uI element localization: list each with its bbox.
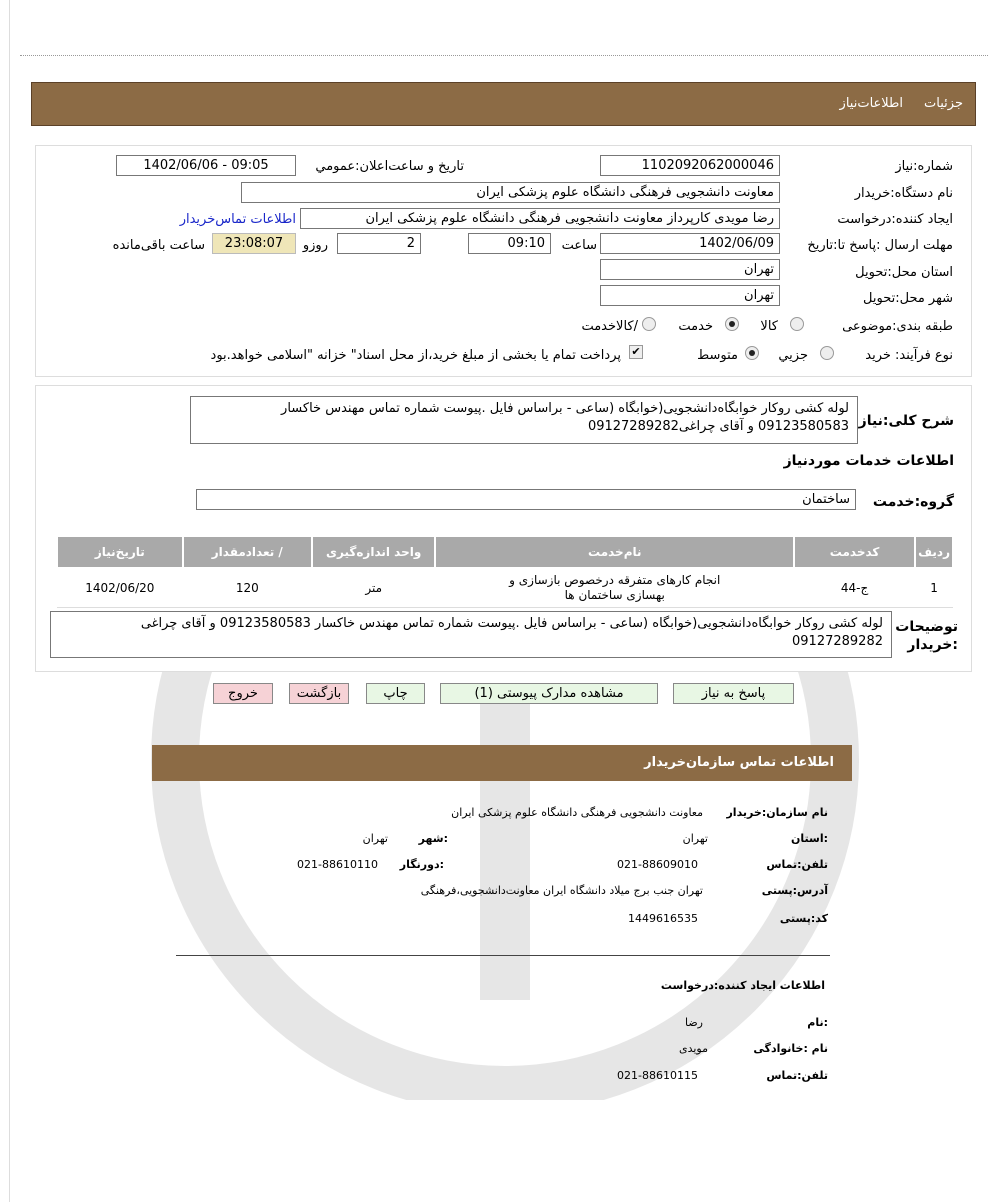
services-table	[56, 535, 954, 608]
creator-phone-value: 021-88610115	[617, 1069, 698, 1082]
deadline-time-field: 09:10	[468, 233, 551, 254]
deadline-label: مهلت ارسال :پاسخ تا:تاریخ	[807, 238, 953, 253]
col-unit: واحد اندازه‌گیری	[312, 536, 436, 568]
radio-minor[interactable]	[820, 346, 834, 360]
reply-button[interactable]: پاسخ به نیاز	[673, 683, 794, 704]
org-label: نام سازمان:خریدار	[726, 806, 828, 819]
contact-title-bar	[152, 745, 852, 781]
need-info-panel	[35, 145, 972, 377]
group-label: گروه:خدمت	[872, 494, 954, 510]
col-code: کدخدمت	[794, 536, 915, 568]
col-date: تاریخ‌نیاز	[57, 536, 183, 568]
page-title-bar	[31, 82, 976, 126]
city-label: شهر محل:تحویل	[863, 291, 953, 306]
province-contact-label: :استان	[791, 832, 828, 845]
cell-date: 1402/06/20	[57, 568, 183, 608]
category-label: طبقه بندی:موضوعی	[842, 319, 953, 334]
table-row	[57, 568, 953, 608]
radio-goods-service[interactable]	[642, 317, 656, 331]
buyer-notes-label: توضیحات :خریدار	[895, 619, 958, 653]
announce-field: 1402/06/06 - 09:05	[116, 155, 296, 176]
summary-text: لوله کشی روکار خوابگاه‌دانشجویی(خوابگاه (ساعی - براساس فایل .پیوست شماره تماس مهندس خاکسار 09123580583 و آقای چراغی09127289282	[190, 396, 858, 444]
name-value: رضا	[684, 1016, 703, 1029]
payment-checkbox[interactable]: ✔	[629, 345, 643, 359]
fax-label: :دورنگار	[399, 858, 444, 871]
address-value: تهران جنب برج میلاد دانشگاه ایران معاونت‌دانشجویی،فرهنگی	[420, 884, 703, 897]
payment-note: پرداخت تمام یا بخشی از مبلغ خرید،از محل اسناد" خزانه "اسلامی خواهد.بود	[210, 348, 621, 363]
time-label: ساعت	[561, 238, 597, 253]
top-dotted-divider	[20, 55, 988, 56]
col-qty: / تعدادمقدار	[183, 536, 312, 568]
cell-unit: متر	[312, 568, 436, 608]
creator-info-title: اطلاعات ایجاد کننده:درخواست	[660, 979, 825, 992]
tab-need-info[interactable]: اطلاعات‌نیاز	[839, 96, 903, 111]
need-number-field: 1102092062000046	[600, 155, 780, 176]
radio-service-label: خدمت	[678, 319, 713, 334]
days-label: روزو	[302, 238, 328, 253]
radio-minor-label: جزیي	[778, 348, 808, 363]
process-label: نوع فرآیند: خرید	[865, 348, 953, 363]
back-button[interactable]: بازگشت	[289, 683, 349, 704]
city-contact-value: تهران	[362, 832, 388, 845]
address-label: آدرس:پستی	[761, 884, 828, 897]
radio-medium-label: متوسط	[697, 348, 738, 363]
postal-label: کد:پستی	[779, 912, 828, 925]
creator-phone-label: تلفن:تماس	[766, 1069, 828, 1082]
city-contact-label: :شهر	[418, 832, 448, 845]
remaining-label: ساعت باقی‌مانده	[112, 238, 205, 253]
family-label: نام :خانوادگی	[753, 1042, 828, 1055]
remaining-timer: 23:08:07	[212, 233, 296, 254]
print-button[interactable]: چاپ	[366, 683, 425, 704]
radio-goods[interactable]	[790, 317, 804, 331]
buyer-org-field: معاونت دانشجویی فرهنگی دانشگاه علوم پزشکی ایران	[241, 182, 780, 203]
cell-row: 1	[915, 568, 953, 608]
radio-medium[interactable]	[745, 346, 759, 360]
cell-name: انجام کارهای متفرقه درخصوص بازسازی و بهسازی ساختمان ها	[435, 568, 794, 608]
days-field: 2	[337, 233, 421, 254]
postal-value: 1449616535	[628, 912, 698, 925]
tab-details[interactable]: جزئیات	[924, 96, 963, 111]
need-number-label: شماره:نیاز	[895, 159, 953, 174]
org-value: معاونت دانشجویی فرهنگی دانشگاه علوم پزشکی ایران	[451, 806, 703, 819]
announce-label: تاریخ و ساعت‌اعلان:عمومي	[315, 159, 464, 174]
table-header-row	[57, 536, 953, 568]
cell-qty: 120	[183, 568, 312, 608]
buyer-notes-text: لوله کشی روکار خوابگاه‌دانشجویی(خوابگاه (ساعی - براساس فایل .پیوست شماره تماس مهندس خاکسار 09123580583 و آقای چراغی 09127289282	[50, 611, 892, 658]
contact-title: اطلاعات تماس سازمان‌خریدار	[644, 755, 834, 770]
page-left-border	[9, 0, 10, 1202]
family-value: مویدی	[678, 1042, 708, 1055]
attachments-button[interactable]: مشاهده مدارک پیوستی (1)	[440, 683, 658, 704]
province-label: استان محل:تحویل	[855, 265, 953, 280]
col-name: نام‌خدمت	[435, 536, 794, 568]
cell-code: ج-44	[794, 568, 915, 608]
phone-label: تلفن:تماس	[766, 858, 828, 871]
creator-field: رضا مویدی کارپرداز معاونت دانشجویی فرهنگی دانشگاه علوم پزشکی ایران	[300, 208, 780, 229]
deadline-date-field: 1402/06/09	[600, 233, 780, 254]
name-label: :نام	[807, 1016, 828, 1029]
creator-label: ایجاد کننده:درخواست	[837, 212, 953, 227]
contact-divider	[176, 955, 830, 956]
radio-service[interactable]	[725, 317, 739, 331]
buyer-org-label: نام دستگاه:خریدار	[854, 186, 953, 201]
summary-label: شرح کلی:نیاز	[858, 413, 954, 429]
services-heading: اطلاعات خدمات موردنیاز	[783, 453, 954, 469]
col-row: ردیف	[915, 536, 953, 568]
radio-goods-label: کالا	[760, 319, 778, 334]
exit-button[interactable]: خروج	[213, 683, 273, 704]
group-field: ساختمان	[196, 489, 856, 510]
province-contact-value: تهران	[682, 832, 708, 845]
fax-value: 021-88610110	[297, 858, 378, 871]
city-field: تهران	[600, 285, 780, 306]
buyer-contact-link[interactable]: اطلاعات تماس‌خریدار	[179, 212, 296, 227]
phone-value: 021-88609010	[617, 858, 698, 871]
radio-goods-service-label: /کالاخدمت	[581, 319, 638, 334]
province-field: تهران	[600, 259, 780, 280]
